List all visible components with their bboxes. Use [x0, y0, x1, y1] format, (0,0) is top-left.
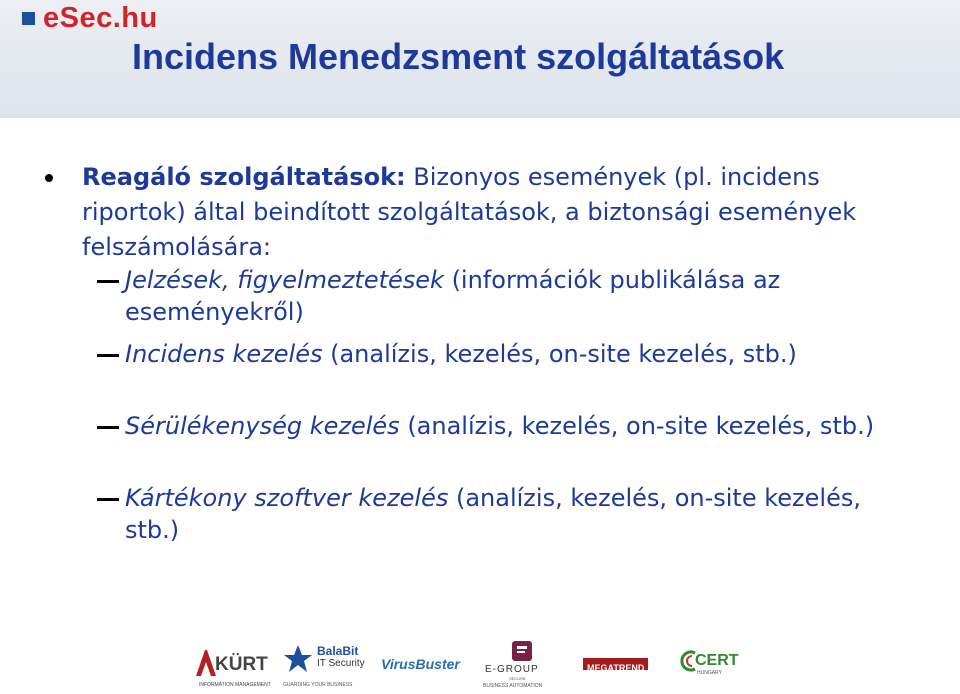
kurt-name: KÜRT: [215, 654, 268, 675]
sub-item-term: Jelzések, figyelmeztetések: [125, 266, 444, 294]
megatrend-logo: [583, 658, 648, 673]
balabit-tagline: GUARDING YOUR BUSINESS: [283, 682, 353, 688]
bullet-lead: Reagáló szolgáltatások:: [82, 163, 406, 191]
bullet-text: Bizonyos események (pl. incidens riportok) által beindított szolgáltatások, a biztonsági események felszámolására:: [82, 163, 857, 261]
slide-body: [0, 118, 960, 578]
egroup-sub2: BUSINESS AUTOMATION: [483, 683, 543, 689]
balabit-star-icon: [283, 644, 313, 674]
brand-name: eSec.hu: [43, 1, 158, 34]
egroup-sub1: SECURE: [509, 676, 526, 681]
bullet-dot-icon: [45, 174, 53, 182]
sub-item-detail: (analízis, kezelés, on-site kezelés, stb.): [399, 412, 875, 440]
sub-item: [125, 338, 915, 370]
egroup-name: E-GROUP: [485, 664, 539, 675]
page-title: Incidens Menedzsment szolgáltatások: [132, 36, 785, 77]
sub-item-detail: (információk publikálása az eseményekről): [125, 266, 781, 326]
balabit-name: BalaBit: [317, 644, 359, 658]
sub-item: [125, 482, 915, 546]
square-icon: [22, 12, 35, 25]
brand-logo: [22, 2, 158, 34]
sub-item-term: Kártékony szoftver kezelés: [125, 484, 449, 512]
virusbuster-name: VirusBuster: [381, 656, 460, 672]
main-bullet: [82, 160, 862, 265]
sub-item: [125, 410, 915, 442]
sub-item-detail: (analízis, kezelés, on-site kezelés, stb.): [125, 484, 861, 544]
header-band: [0, 0, 960, 118]
megatrend-name: MEGATREND: [587, 663, 645, 673]
sub-item-term: Incidens kezelés: [125, 340, 323, 368]
dash-icon: [97, 426, 119, 429]
dash-icon: [97, 354, 119, 357]
dash-icon: [97, 280, 119, 283]
balabit-sub: IT Security: [317, 658, 365, 669]
egroup-mark-icon: [511, 640, 533, 662]
sub-item-term: Sérülékenység kezelés: [125, 412, 400, 440]
cert-sub: HUNGARY: [697, 670, 722, 676]
dash-icon: [97, 498, 119, 501]
sub-item-detail: (analízis, kezelés, on-site kezelés, stb.): [322, 340, 797, 368]
sub-item: [125, 264, 915, 328]
virusbuster-logo: [381, 656, 460, 674]
partner-logos: [185, 638, 765, 690]
cert-name: CERT: [695, 652, 739, 669]
kurt-tagline: INFORMATION MANAGEMENT: [199, 682, 271, 688]
